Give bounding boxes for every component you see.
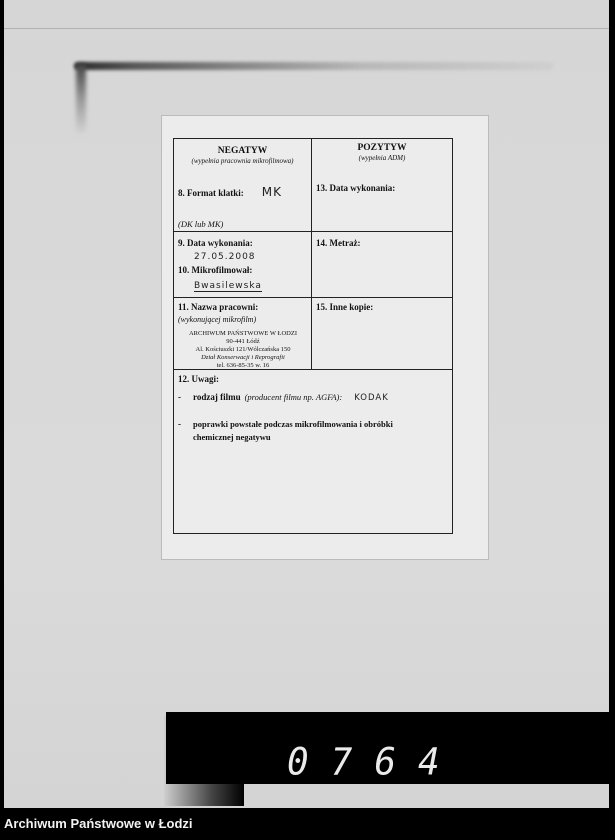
nazwa-pracowni-hint: (wykonującej mikrofilm) bbox=[178, 315, 257, 324]
bullet: - bbox=[178, 419, 181, 429]
rodzaj-filmu-hint: (producent filmu np. AGFA): bbox=[244, 392, 343, 402]
bullet: - bbox=[178, 392, 181, 402]
nazwa-pracowni-cell bbox=[174, 297, 312, 369]
stamp-line-3: Al. Kościuszki 121/Wólczańska 150 bbox=[195, 346, 291, 353]
uwagi-cell bbox=[174, 369, 452, 533]
data-mikrofilmowal-cell bbox=[174, 231, 312, 297]
inne-kopie-cell bbox=[312, 297, 452, 369]
poprawki-line-1: poprawki powstałe podczas mikrofilmowania i obróbki bbox=[193, 419, 393, 429]
negatyw-subtitle: (wypełnia pracownia mikrofilmowa) bbox=[191, 157, 294, 165]
stamp-line-1: ARCHIWUM PAŃSTWOWE W ŁODZI bbox=[188, 330, 298, 337]
uwagi-label: 12. Uwagi: bbox=[178, 374, 219, 384]
microfilm-scan bbox=[4, 0, 612, 808]
smudge-mark-vertical bbox=[76, 64, 86, 134]
smudge-mark bbox=[74, 62, 554, 70]
stamp-line-4: Dział Konserwacji i Reprografii bbox=[201, 354, 285, 361]
footer-bar bbox=[0, 808, 615, 840]
pozytyw-section bbox=[312, 139, 452, 231]
pozytyw-subtitle: (wypełnia ADM) bbox=[358, 154, 406, 162]
form-table bbox=[173, 138, 453, 534]
pozytyw-title: POZYTYW bbox=[357, 143, 407, 153]
pozytyw-data-wykonania-label: 13. Data wykonania: bbox=[316, 183, 396, 193]
format-klatki-value: MK bbox=[261, 185, 282, 199]
film-edge-right bbox=[609, 0, 612, 808]
data-wykonania-value: 27.05.2008 bbox=[194, 252, 256, 262]
rodzaj-filmu-label: rodzaj filmu bbox=[193, 392, 241, 402]
poprawki-line-2: chemicznej negatywu bbox=[193, 432, 271, 442]
data-wykonania-label: 9. Data wykonania: bbox=[178, 238, 253, 248]
form-sheet bbox=[162, 116, 488, 559]
nazwa-pracowni-label: 11. Nazwa pracowni: bbox=[178, 302, 259, 312]
mikrofilmowal-label: 10. Mikrofilmował: bbox=[178, 265, 253, 275]
negatyw-section bbox=[174, 139, 312, 231]
stamp-line-5: tel. 636-85-35 w. 16 bbox=[216, 362, 270, 369]
metraz-label: 14. Metraż: bbox=[316, 238, 361, 248]
stamp-line-2: 90-441 Łódź bbox=[226, 338, 260, 345]
metraz-cell bbox=[312, 231, 452, 297]
inne-kopie-label: 15. Inne kopie: bbox=[316, 302, 374, 312]
frame-counter: 0764 bbox=[287, 740, 462, 785]
rodzaj-filmu-value: KODAK bbox=[354, 393, 389, 403]
film-edge-line bbox=[4, 28, 612, 29]
archive-name: Archiwum Państwowe w Łodzi bbox=[4, 816, 193, 831]
format-klatki-hint: (DK lub MK) bbox=[178, 219, 224, 229]
mikrofilmowal-value: Bwasilewska bbox=[194, 281, 262, 291]
format-klatki-label: 8. Format klatki: bbox=[178, 188, 244, 198]
archive-stamp bbox=[174, 330, 312, 370]
negatyw-title: NEGATYW bbox=[217, 146, 268, 156]
